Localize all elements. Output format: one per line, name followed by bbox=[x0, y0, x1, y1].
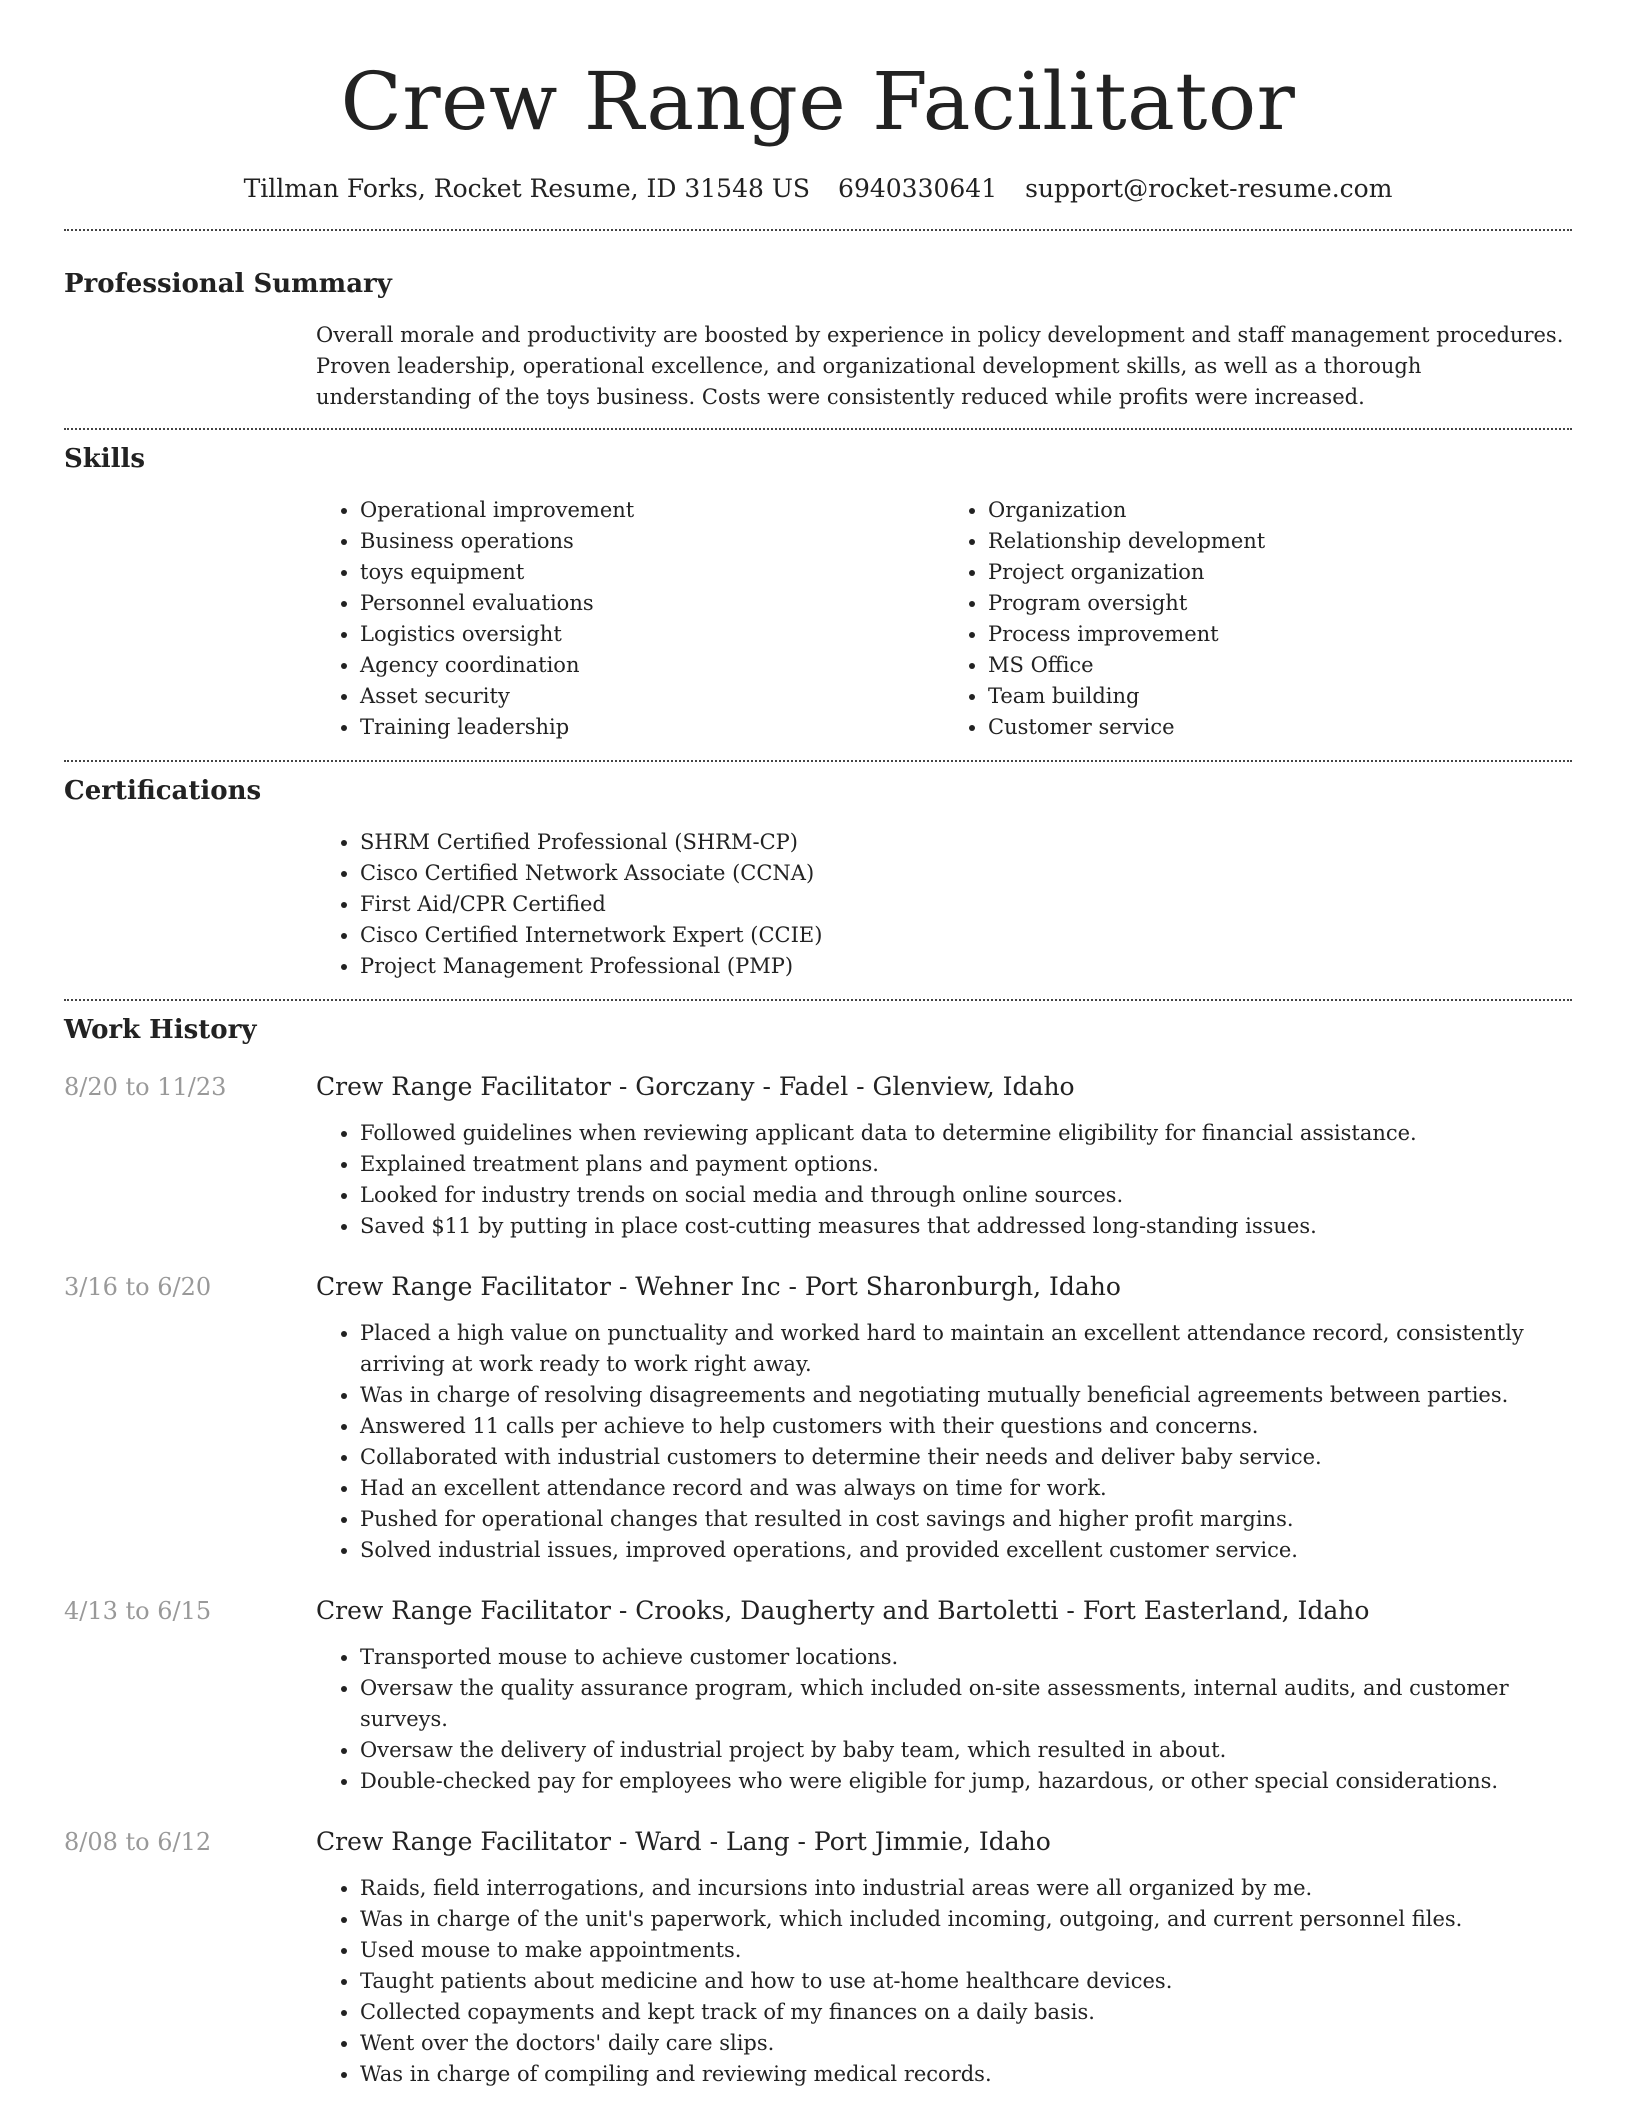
job-bullet: • Explained treatment plans and payment options. bbox=[360, 1149, 1572, 1180]
job-bullet: • Was in charge of the unit's paperwork, which included incoming, outgoing, and current personnel files. bbox=[360, 1904, 1572, 1935]
certification-item: • First Aid/CPR Certified bbox=[360, 889, 1572, 920]
job-bullet: • Transported mouse to achieve customer locations. bbox=[360, 1642, 1572, 1673]
job-bullet: • Looked for industry trends on social media and through online sources. bbox=[360, 1180, 1572, 1211]
candidate-name: Crew Range Facilitator bbox=[340, 55, 1296, 148]
skill-item: • Logistics oversight bbox=[360, 619, 944, 650]
summary-text: Overall morale and productivity are boosted by experience in policy development and staff management procedures. Proven leadership, operational excellence, and organizational development skills, as well as a thorough understanding of the toys business. Costs were consistently reduced while profits were increased. bbox=[316, 323, 1564, 409]
job-bullets bbox=[316, 1118, 1572, 1242]
job-bullets bbox=[316, 1642, 1572, 1797]
job-bullets bbox=[316, 1318, 1572, 1566]
skill-item: • Customer service bbox=[988, 712, 1572, 743]
job-bullet: • Pushed for operational changes that resulted in cost savings and higher profit margins. bbox=[360, 1504, 1572, 1535]
job-title: Crew Range Facilitator - Crooks, Daugherty and Bartoletti - Fort Easterland, Idaho bbox=[316, 1596, 1370, 1625]
certification-item: • Cisco Certified Network Associate (CCNA) bbox=[360, 858, 1572, 889]
skill-item: • Organization bbox=[988, 495, 1572, 526]
skill-item: • Process improvement bbox=[988, 619, 1572, 650]
job-bullet: • Followed guidelines when reviewing applicant data to determine eligibility for financial assistance. bbox=[360, 1118, 1572, 1149]
job-bullet: • Was in charge of compiling and reviewing medical records. bbox=[360, 2059, 1572, 2090]
job-title: Crew Range Facilitator - Wehner Inc - Port Sharonburgh, Idaho bbox=[316, 1272, 1121, 1301]
job-bullet: • Saved $11 by putting in place cost-cutting measures that addressed long-standing issues. bbox=[360, 1211, 1572, 1242]
section-title-certifications: Certifications bbox=[64, 776, 262, 806]
certification-item: • Cisco Certified Internetwork Expert (CCIE) bbox=[360, 920, 1572, 951]
job-bullet: • Answered 11 calls per achieve to help customers with their questions and concerns. bbox=[360, 1411, 1572, 1442]
job-dates: 3/16 to 6/20 bbox=[64, 1273, 212, 1301]
contact-email: support@rocket-resume.com bbox=[1025, 174, 1393, 203]
skill-item: • Relationship development bbox=[988, 526, 1572, 557]
job-bullet: • Oversaw the quality assurance program, which included on-site assessments, internal audits, and customer surveys. bbox=[360, 1673, 1572, 1735]
skill-item: • Personnel evaluations bbox=[360, 588, 944, 619]
certifications-divider bbox=[64, 999, 1572, 1001]
skill-item: • toys equipment bbox=[360, 557, 944, 588]
skill-item: • Project organization bbox=[988, 557, 1572, 588]
job-bullet: • Raids, field interrogations, and incursions into industrial areas were all organized by me. bbox=[360, 1873, 1572, 1904]
skill-item: • Operational improvement bbox=[360, 495, 944, 526]
skill-item: • MS Office bbox=[988, 650, 1572, 681]
contact-phone: 6940330641 bbox=[838, 174, 998, 203]
certifications-list bbox=[316, 827, 1572, 982]
skill-item: • Program oversight bbox=[988, 588, 1572, 619]
job-bullet: • Taught patients about medicine and how to use at-home healthcare devices. bbox=[360, 1966, 1572, 1997]
summary-divider bbox=[64, 428, 1572, 430]
skill-item: • Asset security bbox=[360, 681, 944, 712]
job-bullet: • Double-checked pay for employees who were eligible for jump, hazardous, or other special considerations. bbox=[360, 1766, 1572, 1797]
header-divider bbox=[64, 229, 1572, 231]
section-title-skills: Skills bbox=[64, 444, 146, 474]
skills-list bbox=[316, 495, 1572, 743]
job-dates: 8/08 to 6/12 bbox=[64, 1828, 212, 1856]
skills-divider bbox=[64, 760, 1572, 762]
resume-page bbox=[64, 0, 1572, 2090]
section-title-summary: Professional Summary bbox=[64, 269, 392, 299]
certification-item: • Project Management Professional (PMP) bbox=[360, 951, 1572, 982]
job-title: Crew Range Facilitator - Gorczany - Fadel - Glenview, Idaho bbox=[316, 1072, 1075, 1101]
job-bullet: • Went over the doctors' daily care slips. bbox=[360, 2028, 1572, 2059]
job-entry bbox=[64, 1594, 1572, 1797]
skills-column-right bbox=[944, 495, 1572, 743]
skill-item: • Training leadership bbox=[360, 712, 944, 743]
job-dates: 4/13 to 6/15 bbox=[64, 1597, 212, 1625]
certification-item: • SHRM Certified Professional (SHRM-CP) bbox=[360, 827, 1572, 858]
job-title: Crew Range Facilitator - Ward - Lang - Port Jimmie, Idaho bbox=[316, 1827, 1051, 1856]
job-bullets bbox=[316, 1873, 1572, 2090]
job-bullet: • Collaborated with industrial customers to determine their needs and deliver baby service. bbox=[360, 1442, 1572, 1473]
job-bullet: • Placed a high value on punctuality and worked hard to maintain an excellent attendance record, consistently arriving at work ready to work right away. bbox=[360, 1318, 1572, 1380]
skill-item: • Team building bbox=[988, 681, 1572, 712]
job-entry bbox=[64, 1825, 1572, 2090]
job-entry bbox=[64, 1270, 1572, 1566]
job-bullet: • Was in charge of resolving disagreements and negotiating mutually beneficial agreements between parties. bbox=[360, 1380, 1572, 1411]
contact-line bbox=[64, 172, 1572, 206]
job-bullet: • Collected copayments and kept track of my finances on a daily basis. bbox=[360, 1997, 1572, 2028]
job-bullet: • Used mouse to make appointments. bbox=[360, 1935, 1572, 1966]
job-dates: 8/20 to 11/23 bbox=[64, 1073, 227, 1101]
job-bullet: • Solved industrial issues, improved operations, and provided excellent customer service. bbox=[360, 1535, 1572, 1566]
job-bullet: • Oversaw the delivery of industrial project by baby team, which resulted in about. bbox=[360, 1735, 1572, 1766]
contact-address: Tillman Forks, Rocket Resume, ID 31548 US bbox=[243, 174, 811, 203]
section-title-work-history: Work History bbox=[64, 1015, 257, 1045]
job-bullet: • Had an excellent attendance record and was always on time for work. bbox=[360, 1473, 1572, 1504]
skills-column-left bbox=[316, 495, 944, 743]
job-entry bbox=[64, 1070, 1572, 1242]
skill-item: • Agency coordination bbox=[360, 650, 944, 681]
skill-item: • Business operations bbox=[360, 526, 944, 557]
